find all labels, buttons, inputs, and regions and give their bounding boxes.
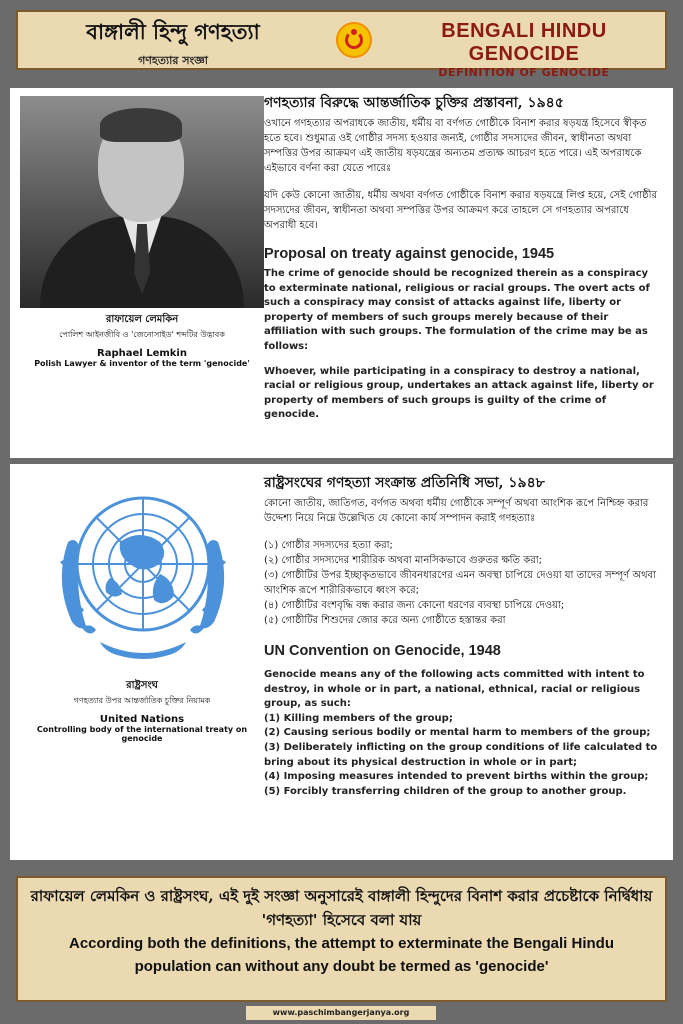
list-item: (১) গোষ্ঠীর সদস্যদের হত্যা করা; — [264, 540, 393, 551]
paragraph-en: Whoever, while participating in a conspiracy to destroy a national, racial or religious group, undertakes an attack against life, liberty or property of members of such groups is guilty of the crime of genocide. — [264, 365, 654, 421]
list-item: (৩) গোষ্ঠীটির উপর ইচ্ছাকৃতভাবে জীবনধারণের এমন অবস্থা চাপিয়ে দেওয়া যা তাদের সম্পূর্ণ অথবা আংশিক রূপে শারীরিকভাবে ধ্বংস করে; — [264, 570, 657, 596]
paragraph-bn: ওখানে গণহত্যার অপরাধকে জাতীয়, ধর্মীয় বা বর্ণগত গোষ্ঠীকে বিনাশ করার ষড়যন্ত্র হিসেবে স্বীকৃত হতে হবে। শুধুমাত্র ওই গোষ্ঠীর সদস্য হওয়ার জন্যই, গোষ্ঠীর সদস্যদের জীবন, স্বাধীনতা অথবা সম্পত্তির উপর আক্রমণ এই জাতীয় ষড়যন্ত্রের অন্যতম প্রত্যক্ষ আচরণ হতে পারে। এই অপরাধকে এইভাবে বর্ণনা করা যেতে পারেঃ — [264, 118, 647, 174]
un-caption — [20, 678, 264, 743]
list-item: (২) গোষ্ঠীর সদস্যদের শারীরিক অথবা মানসিকভাবে গুরুতর ক্ষতি করা; — [264, 555, 542, 566]
header-title-en: BENGALI HINDU GENOCIDE — [441, 20, 607, 65]
caption-desc-bn: পোলিশ আইনজীবি ও 'জেনোসাইড' শব্দটির উদ্ভাবক — [59, 330, 225, 339]
lemkin-text — [264, 94, 660, 423]
list-item: (1) Killing members of the group; — [264, 712, 453, 724]
header-english — [384, 12, 664, 79]
list-item: (5) Forcibly transferring children of the group to another group. — [264, 785, 627, 797]
conclusion-banner — [16, 876, 667, 1002]
list-item: (4) Imposing measures intended to prevent births within the group; — [264, 771, 649, 783]
header-title-bn: বাঙ্গালী হিন্দু গণহত্যা — [86, 19, 260, 44]
list-bn — [264, 538, 660, 628]
heading-bn: গণহত্যার বিরুদ্ধে আন্তর্জাতিক চুক্তির প্রস্তাবনা, ১৯৪৫ — [264, 95, 564, 111]
un-text — [264, 474, 660, 799]
heading-en: Proposal on treaty against genocide, 1945 — [264, 246, 555, 262]
header-bengali — [18, 12, 328, 68]
heading-bn: রাষ্ট্রসংঘের গণহত্যা সংক্রান্ত প্রতিনিধি সভা, ১৯৪৮ — [264, 475, 545, 491]
header-banner — [16, 10, 667, 79]
paragraph-bn: কোনো জাতীয়, জাতিগত, বর্ণগত অথবা ধর্মীয় গোষ্ঠীকে সম্পূর্ণ অথবা আংশিক রূপে নিশ্চিহ্ন করার উদ্দেশ্য নিয়ে নিম্নে উল্লেখিত যে কোনো কার্য সম্পাদন করাই গণহত্যাঃ — [264, 498, 649, 524]
conclusion-bn: রাফায়েল লেমকিন ও রাষ্ট্রসংঘ, এই দুই সংজ্ঞা অনুসারেই বাঙ্গালী হিন্দুদের বিনাশ করার প্রচেষ্টাকে নির্দ্বিধায় 'গণহত্যা' হিসেবে বলা যায় — [30, 887, 653, 929]
lemkin-section — [10, 88, 673, 458]
heading-en: UN Convention on Genocide, 1948 — [264, 643, 501, 659]
lemkin-portrait — [20, 96, 264, 308]
paragraph-en: Genocide means any of the following acts committed with intent to destroy, in whole or in part, a national, ethnical, racial or religious group, as such: — [264, 669, 645, 710]
caption-desc-en: Controlling body of the international treaty on genocide — [36, 725, 248, 743]
list-item: (3) Deliberately inflicting on the group conditions of life calculated to bring about its physical destruction in whole or in part; — [264, 741, 658, 768]
header-subtitle-en: DEFINITION OF GENOCIDE — [438, 66, 610, 79]
caption-desc-en: Polish Lawyer & inventor of the term 'genocide' — [34, 359, 250, 368]
un-emblem-icon — [40, 482, 246, 672]
list-item: (৫) গোষ্ঠীটির শিশুদের জোর করে অন্য গোষ্ঠীতে হস্তান্তর করা — [264, 615, 506, 626]
caption-name-en: United Nations — [99, 714, 185, 725]
list-item: (৪) গোষ্ঠীটির বংশবৃদ্ধি বন্ধ করার জন্য কোনো ধরণের ব্যবস্থা চাপিয়ে দেওয়া; — [264, 600, 565, 611]
caption-name-bn: রাফায়েল লেমকিন — [105, 314, 179, 325]
list-item: (2) Causing serious bodily or mental harm to members of the group; — [264, 727, 651, 739]
sun-emblem-icon — [336, 22, 372, 58]
caption-desc-bn: গণহত্যার উপর আন্তর্জাতিক চুক্তির নিয়ামক — [73, 696, 211, 705]
lemkin-caption — [20, 312, 264, 368]
un-section — [10, 464, 673, 860]
paragraph-bn: যদি কেউ কোনো জাতীয়, ধর্মীয় অথবা বর্ণগত গোষ্ঠীকে বিনাশ করার ষড়যন্ত্রে লিপ্ত হয়ে, সেই গোষ্ঠীর সদস্যদের জীবন, স্বাধীনতা অথবা সম্পত্তির উপর আক্রমণ করে তাহলে সে গণহত্যার অপরাধে অপরাধী হবে। — [264, 190, 658, 231]
caption-name-en: Raphael Lemkin — [97, 348, 187, 359]
header-subtitle-bn: গণহত্যার সংজ্ঞা — [138, 54, 208, 67]
conclusion-en: According both the definitions, the attempt to exterminate the Bengali Hindu population can without any doubt be termed as 'genocide' — [68, 935, 615, 975]
list-en — [264, 712, 660, 800]
website-link[interactable]: www.paschimbangerjanya.org — [246, 1006, 436, 1020]
caption-name-bn: রাষ্ট্রসংঘ — [126, 680, 158, 691]
paragraph-en: The crime of genocide should be recognized therein as a conspiracy to exterminate national, religious or racial groups. The overt acts of such a conspiracy may consist of attacks against life, liberty or property of members of such groups merely because of their affiliation with such groups. The formulation of the crime may be as follows: — [264, 268, 650, 352]
